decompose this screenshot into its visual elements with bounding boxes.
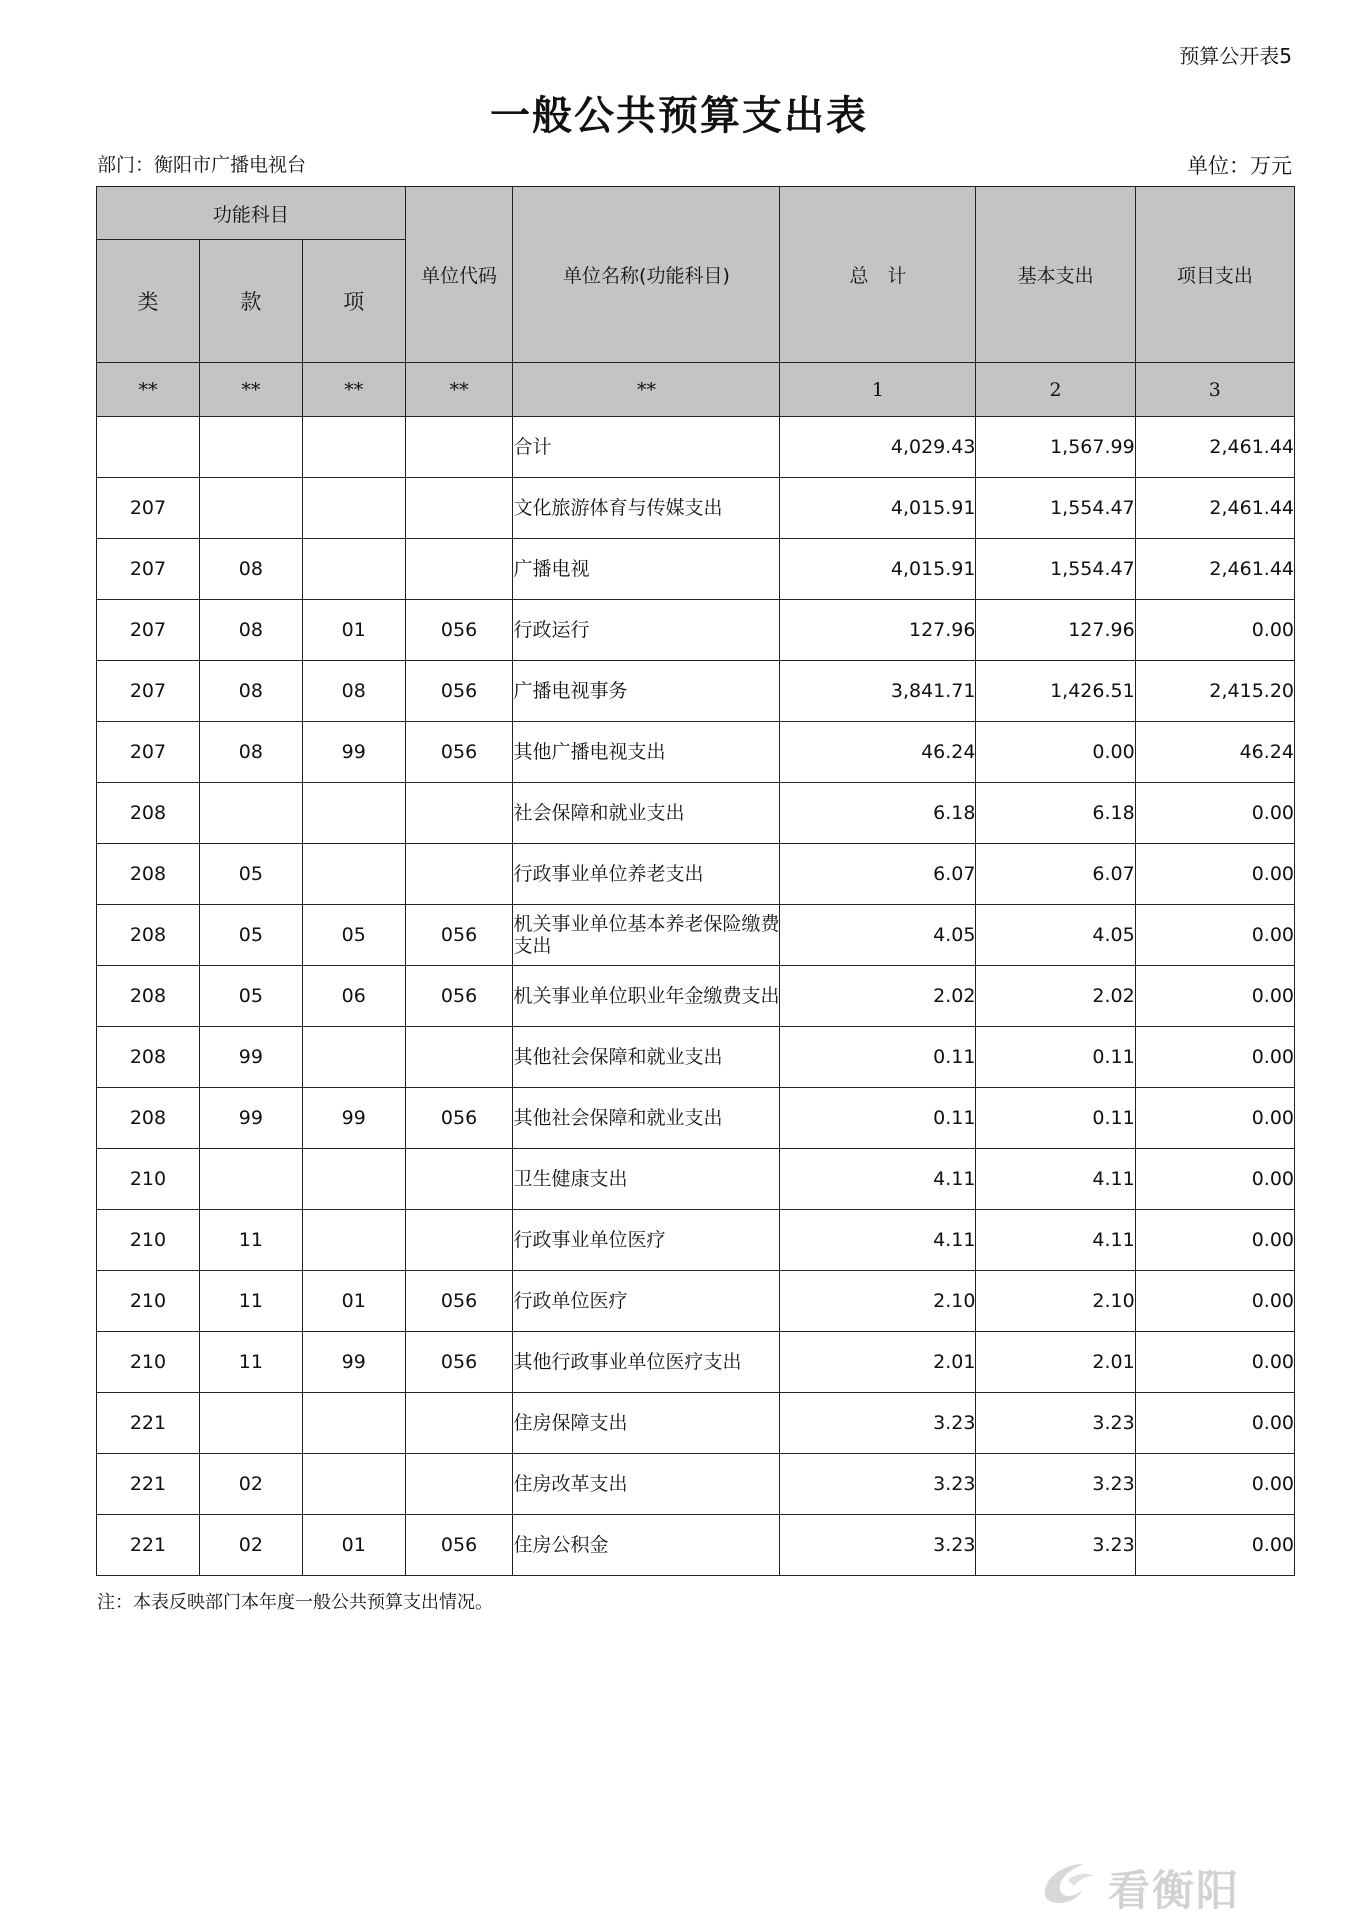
- cell-basic: 2.01: [976, 1332, 1135, 1393]
- header-unit-name: 单位名称(功能科目): [513, 187, 780, 363]
- cell-total: 0.11: [780, 1027, 976, 1088]
- cell-project: 0.00: [1135, 905, 1294, 966]
- form-number: 预算公开表5: [1179, 44, 1292, 68]
- cell-unit-name: 住房改革支出: [513, 1454, 780, 1515]
- cell-kuan: 11: [199, 1210, 302, 1271]
- cell-xiang: [302, 1393, 405, 1454]
- cell-project: 0.00: [1135, 1454, 1294, 1515]
- table-row: [97, 1271, 1295, 1332]
- cell-basic: 1,567.99: [976, 417, 1135, 478]
- cell-unit-name: 住房公积金: [513, 1515, 780, 1576]
- cell-basic: 1,426.51: [976, 661, 1135, 722]
- cell-kuan: [199, 478, 302, 539]
- cell-project: 0.00: [1135, 966, 1294, 1027]
- cell-kuan: 11: [199, 1332, 302, 1393]
- header-index-row: [97, 363, 1295, 417]
- cell-basic: 4.05: [976, 905, 1135, 966]
- cell-unit-code: [405, 1393, 513, 1454]
- cell-kuan: 08: [199, 661, 302, 722]
- cell-basic: 3.23: [976, 1393, 1135, 1454]
- cell-xiang: [302, 539, 405, 600]
- cell-unit-name: 其他行政事业单位医疗支出: [513, 1332, 780, 1393]
- cell-lei: 207: [97, 478, 200, 539]
- watermark: [1038, 1858, 1300, 1915]
- cell-total: 2.02: [780, 966, 976, 1027]
- cell-lei: 210: [97, 1271, 200, 1332]
- cell-kuan: 08: [199, 600, 302, 661]
- cell-unit-code: 056: [405, 1271, 513, 1332]
- cell-basic: 4.11: [976, 1210, 1135, 1271]
- header-lei: 类: [97, 240, 200, 363]
- cell-lei: 210: [97, 1332, 200, 1393]
- cell-unit-code: [405, 1454, 513, 1515]
- budget-expenditure-table: [96, 186, 1295, 1576]
- cell-project: 0.00: [1135, 783, 1294, 844]
- table-row: [97, 1454, 1295, 1515]
- cell-project: 2,461.44: [1135, 478, 1294, 539]
- cell-project: 2,415.20: [1135, 661, 1294, 722]
- cell-total: 46.24: [780, 722, 976, 783]
- cell-project: 0.00: [1135, 1271, 1294, 1332]
- cell-unit-code: [405, 1149, 513, 1210]
- cell-lei: 207: [97, 661, 200, 722]
- header-func-subject: 功能科目: [97, 187, 406, 240]
- cell-lei: 221: [97, 1393, 200, 1454]
- cell-lei: 207: [97, 539, 200, 600]
- cell-xiang: [302, 1210, 405, 1271]
- cell-project: 46.24: [1135, 722, 1294, 783]
- cell-unit-code: 056: [405, 966, 513, 1027]
- header-total: 总 计: [780, 187, 976, 363]
- cell-basic: 3.23: [976, 1454, 1135, 1515]
- cell-total: 4.11: [780, 1149, 976, 1210]
- cell-kuan: 05: [199, 844, 302, 905]
- cell-project: 0.00: [1135, 844, 1294, 905]
- cell-lei: 221: [97, 1454, 200, 1515]
- table-row: [97, 905, 1295, 966]
- cell-total: 6.07: [780, 844, 976, 905]
- cell-total: 2.10: [780, 1271, 976, 1332]
- cell-kuan: 11: [199, 1271, 302, 1332]
- cell-project: 0.00: [1135, 1027, 1294, 1088]
- table-row: [97, 539, 1295, 600]
- cell-kuan: [199, 783, 302, 844]
- table-row: [97, 783, 1295, 844]
- cell-total: 3,841.71: [780, 661, 976, 722]
- cell-total: 4,015.91: [780, 478, 976, 539]
- cell-unit-name: 其他广播电视支出: [513, 722, 780, 783]
- header-project: 项目支出: [1135, 187, 1294, 363]
- cell-xiang: [302, 478, 405, 539]
- table-row: [97, 844, 1295, 905]
- cell-unit-name: 其他社会保障和就业支出: [513, 1088, 780, 1149]
- cell-unit-name: 合计: [513, 417, 780, 478]
- cell-xiang: [302, 417, 405, 478]
- cell-basic: 2.10: [976, 1271, 1135, 1332]
- cell-project: 0.00: [1135, 1393, 1294, 1454]
- index-cell: **: [513, 363, 780, 417]
- cell-unit-name: 机关事业单位基本养老保险缴费支出: [513, 905, 780, 966]
- cell-total: 2.01: [780, 1332, 976, 1393]
- cell-xiang: [302, 1454, 405, 1515]
- cell-basic: 0.00: [976, 722, 1135, 783]
- cell-unit-name: 社会保障和就业支出: [513, 783, 780, 844]
- cell-lei: 221: [97, 1515, 200, 1576]
- cell-kuan: [199, 1149, 302, 1210]
- cell-basic: 0.11: [976, 1088, 1135, 1149]
- cell-kuan: 99: [199, 1027, 302, 1088]
- cell-lei: 208: [97, 844, 200, 905]
- cell-basic: 1,554.47: [976, 539, 1135, 600]
- cell-project: 0.00: [1135, 1515, 1294, 1576]
- unit-label: 单位：万元: [1187, 154, 1292, 178]
- cell-unit-name: 行政事业单位养老支出: [513, 844, 780, 905]
- cell-unit-code: 056: [405, 905, 513, 966]
- department-label: 部门：衡阳市广播电视台: [97, 154, 307, 176]
- cell-kuan: 08: [199, 722, 302, 783]
- cell-basic: 6.07: [976, 844, 1135, 905]
- cell-lei: 208: [97, 966, 200, 1027]
- cell-unit-code: 056: [405, 1088, 513, 1149]
- cell-total: 127.96: [780, 600, 976, 661]
- table-row: [97, 417, 1295, 478]
- cell-total: 4.05: [780, 905, 976, 966]
- cell-lei: 208: [97, 783, 200, 844]
- cell-project: 0.00: [1135, 1332, 1294, 1393]
- footnote: 注：本表反映部门本年度一般公共预算支出情况。: [97, 1592, 493, 1613]
- index-cell: **: [199, 363, 302, 417]
- table-row: [97, 1149, 1295, 1210]
- cell-total: 4,029.43: [780, 417, 976, 478]
- cell-basic: 3.23: [976, 1515, 1135, 1576]
- index-cell: **: [405, 363, 513, 417]
- cell-unit-name: 广播电视事务: [513, 661, 780, 722]
- table-row: [97, 1515, 1295, 1576]
- table-row: [97, 1088, 1295, 1149]
- cell-xiang: 01: [302, 1515, 405, 1576]
- table-row: [97, 722, 1295, 783]
- index-cell: 2: [976, 363, 1135, 417]
- cell-xiang: 08: [302, 661, 405, 722]
- cell-total: 3.23: [780, 1515, 976, 1576]
- cell-project: 0.00: [1135, 1149, 1294, 1210]
- table-row: [97, 1393, 1295, 1454]
- cell-lei: 208: [97, 1027, 200, 1088]
- cell-lei: 210: [97, 1149, 200, 1210]
- header-xiang: 项: [302, 240, 405, 363]
- index-cell: **: [97, 363, 200, 417]
- cell-basic: 127.96: [976, 600, 1135, 661]
- table-row: [97, 1027, 1295, 1088]
- header-kuan: 款: [199, 240, 302, 363]
- table-row: [97, 1210, 1295, 1271]
- cell-project: 2,461.44: [1135, 539, 1294, 600]
- cell-unit-name: 机关事业单位职业年金缴费支出: [513, 966, 780, 1027]
- cell-xiang: 99: [302, 1332, 405, 1393]
- cell-kuan: 08: [199, 539, 302, 600]
- cell-kuan: [199, 417, 302, 478]
- table-row: [97, 600, 1295, 661]
- cell-xiang: 06: [302, 966, 405, 1027]
- cell-unit-code: 056: [405, 722, 513, 783]
- cell-kuan: 05: [199, 966, 302, 1027]
- cell-kuan: 02: [199, 1454, 302, 1515]
- cell-total: 6.18: [780, 783, 976, 844]
- index-cell: 3: [1135, 363, 1294, 417]
- cell-unit-name: 广播电视: [513, 539, 780, 600]
- cell-project: 0.00: [1135, 1210, 1294, 1271]
- cell-kuan: 99: [199, 1088, 302, 1149]
- cell-unit-code: 056: [405, 1515, 513, 1576]
- cell-xiang: 99: [302, 722, 405, 783]
- table-row: [97, 478, 1295, 539]
- cell-unit-name: 行政事业单位医疗: [513, 1210, 780, 1271]
- table-row: [97, 661, 1295, 722]
- cell-unit-name: 行政单位医疗: [513, 1271, 780, 1332]
- cell-unit-code: [405, 417, 513, 478]
- cell-xiang: [302, 844, 405, 905]
- cell-unit-code: [405, 844, 513, 905]
- cell-unit-code: 056: [405, 661, 513, 722]
- cell-lei: 207: [97, 600, 200, 661]
- cell-unit-code: [405, 539, 513, 600]
- cell-xiang: [302, 783, 405, 844]
- cell-basic: 6.18: [976, 783, 1135, 844]
- cell-total: 3.23: [780, 1454, 976, 1515]
- cell-unit-code: 056: [405, 1332, 513, 1393]
- cell-total: 4,015.91: [780, 539, 976, 600]
- cell-basic: 1,554.47: [976, 478, 1135, 539]
- cell-kuan: [199, 1393, 302, 1454]
- header-basic: 基本支出: [976, 187, 1135, 363]
- cell-unit-name: 住房保障支出: [513, 1393, 780, 1454]
- watermark-text: 看衡阳: [1108, 1866, 1241, 1915]
- cell-unit-code: [405, 478, 513, 539]
- cell-xiang: [302, 1149, 405, 1210]
- kanhengyang-logo-icon: [1038, 1858, 1098, 1908]
- cell-kuan: 05: [199, 905, 302, 966]
- table-row: [97, 966, 1295, 1027]
- cell-lei: 207: [97, 722, 200, 783]
- cell-unit-name: 卫生健康支出: [513, 1149, 780, 1210]
- cell-basic: 4.11: [976, 1149, 1135, 1210]
- table-body: [97, 417, 1295, 1576]
- cell-unit-name: 行政运行: [513, 600, 780, 661]
- cell-project: 0.00: [1135, 600, 1294, 661]
- cell-unit-code: 056: [405, 600, 513, 661]
- cell-xiang: 01: [302, 600, 405, 661]
- cell-basic: 2.02: [976, 966, 1135, 1027]
- cell-lei: 208: [97, 905, 200, 966]
- cell-unit-name: 文化旅游体育与传媒支出: [513, 478, 780, 539]
- cell-unit-code: [405, 783, 513, 844]
- cell-xiang: 99: [302, 1088, 405, 1149]
- cell-xiang: [302, 1027, 405, 1088]
- cell-unit-code: [405, 1027, 513, 1088]
- cell-project: 0.00: [1135, 1088, 1294, 1149]
- cell-total: 0.11: [780, 1088, 976, 1149]
- cell-unit-name: 其他社会保障和就业支出: [513, 1027, 780, 1088]
- table-row: [97, 1332, 1295, 1393]
- cell-basic: 0.11: [976, 1027, 1135, 1088]
- index-cell: 1: [780, 363, 976, 417]
- cell-lei: 208: [97, 1088, 200, 1149]
- header-unit-code: 单位代码: [405, 187, 513, 363]
- cell-lei: [97, 417, 200, 478]
- cell-total: 4.11: [780, 1210, 976, 1271]
- cell-xiang: 05: [302, 905, 405, 966]
- cell-total: 3.23: [780, 1393, 976, 1454]
- cell-lei: 210: [97, 1210, 200, 1271]
- cell-unit-code: [405, 1210, 513, 1271]
- cell-xiang: 01: [302, 1271, 405, 1332]
- index-cell: **: [302, 363, 405, 417]
- cell-project: 2,461.44: [1135, 417, 1294, 478]
- page-title: 一般公共预算支出表: [490, 93, 868, 139]
- cell-kuan: 02: [199, 1515, 302, 1576]
